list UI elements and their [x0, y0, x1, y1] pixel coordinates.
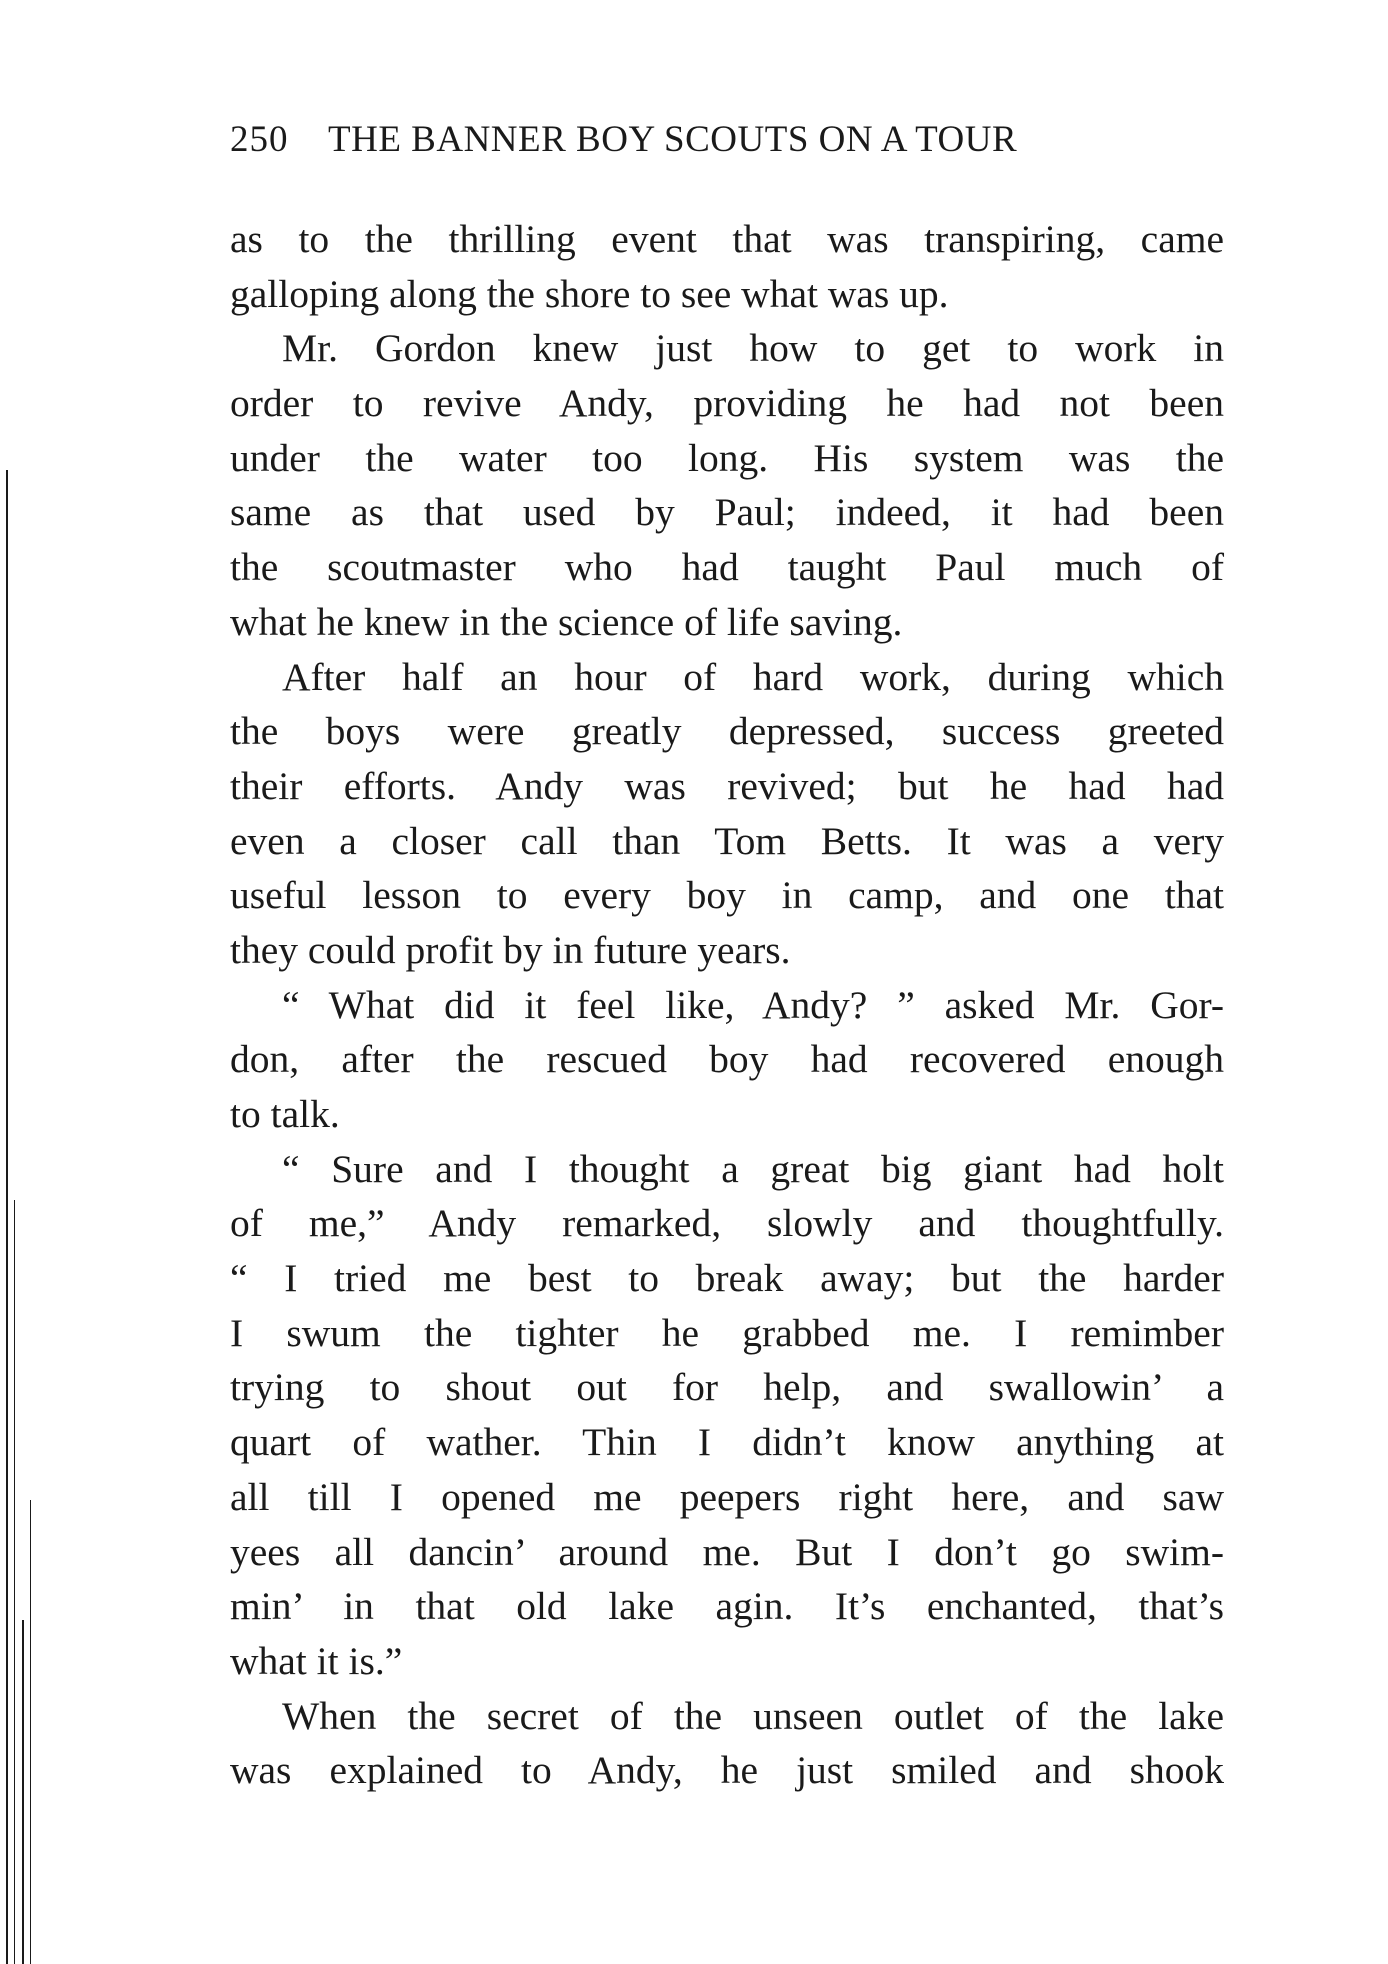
binding-edge-line: [6, 470, 8, 1964]
text-line: under the water too long. His system was the: [230, 435, 1224, 480]
body-text: [230, 212, 1224, 1798]
text-line: they could profit by in future years.: [230, 927, 791, 972]
text-line: galloping along the shore to see what was up.: [230, 271, 949, 316]
text-line: trying to shout out for help, and swallowin’ a: [230, 1365, 1224, 1410]
page-header: [230, 118, 1220, 178]
text-line: the scoutmaster who had taught Paul much of: [230, 545, 1224, 590]
text-line: their efforts. Andy was revived; but he had had: [230, 763, 1224, 808]
text-line: the boys were greatly depressed, success greeted: [230, 709, 1224, 754]
text-line: useful lesson to every boy in camp, and one that: [230, 873, 1224, 918]
text-line: min’ in that old lake agin. It’s enchanted, that’s: [230, 1584, 1224, 1629]
text-line: what he knew in the science of life saving.: [230, 599, 903, 644]
running-title: THE BANNER BOY SCOUTS ON A TOUR: [328, 119, 1018, 160]
text-line: order to revive Andy, providing he had not been: [230, 381, 1224, 426]
text-line: I swum the tighter he grabbed me. I remimber: [230, 1310, 1224, 1355]
text-line: When the secret of the unseen outlet of the lake: [282, 1693, 1224, 1738]
binding-edge-line: [30, 1500, 31, 1964]
page-number: 250: [230, 119, 289, 160]
text-line: Mr. Gordon knew just how to get to work in: [282, 326, 1224, 371]
text-line: don, after the rescued boy had recovered enough: [230, 1037, 1224, 1082]
text-line: “ What did it feel like, Andy? ” asked Mr. Gor-: [282, 982, 1224, 1027]
text-line: all till I opened me peepers right here, and saw: [230, 1474, 1224, 1519]
text-line: as to the thrilling event that was transpiring, came: [230, 217, 1224, 261]
text-line: “ Sure and I thought a great big giant had holt: [282, 1146, 1224, 1191]
text-line: “ I tried me best to break away; but the harder: [230, 1256, 1224, 1301]
binding-edge-line: [14, 1200, 15, 1964]
text-line: yees all dancin’ around me. But I don’t go swim-: [230, 1529, 1224, 1574]
text-line: what it is.”: [230, 1638, 403, 1683]
text-line: same as that used by Paul; indeed, it had been: [230, 490, 1224, 535]
text-line: even a closer call than Tom Betts. It was a very: [230, 818, 1224, 863]
text-line: quart of wather. Thin I didn’t know anything at: [230, 1420, 1224, 1465]
binding-edge-line: [22, 1620, 24, 1964]
text-line: to talk.: [230, 1092, 340, 1136]
text-line: of me,” Andy remarked, slowly and thoughtfully.: [230, 1201, 1224, 1246]
text-line: After half an hour of hard work, during which: [282, 654, 1224, 699]
text-line: was explained to Andy, he just smiled and shook: [230, 1748, 1224, 1793]
